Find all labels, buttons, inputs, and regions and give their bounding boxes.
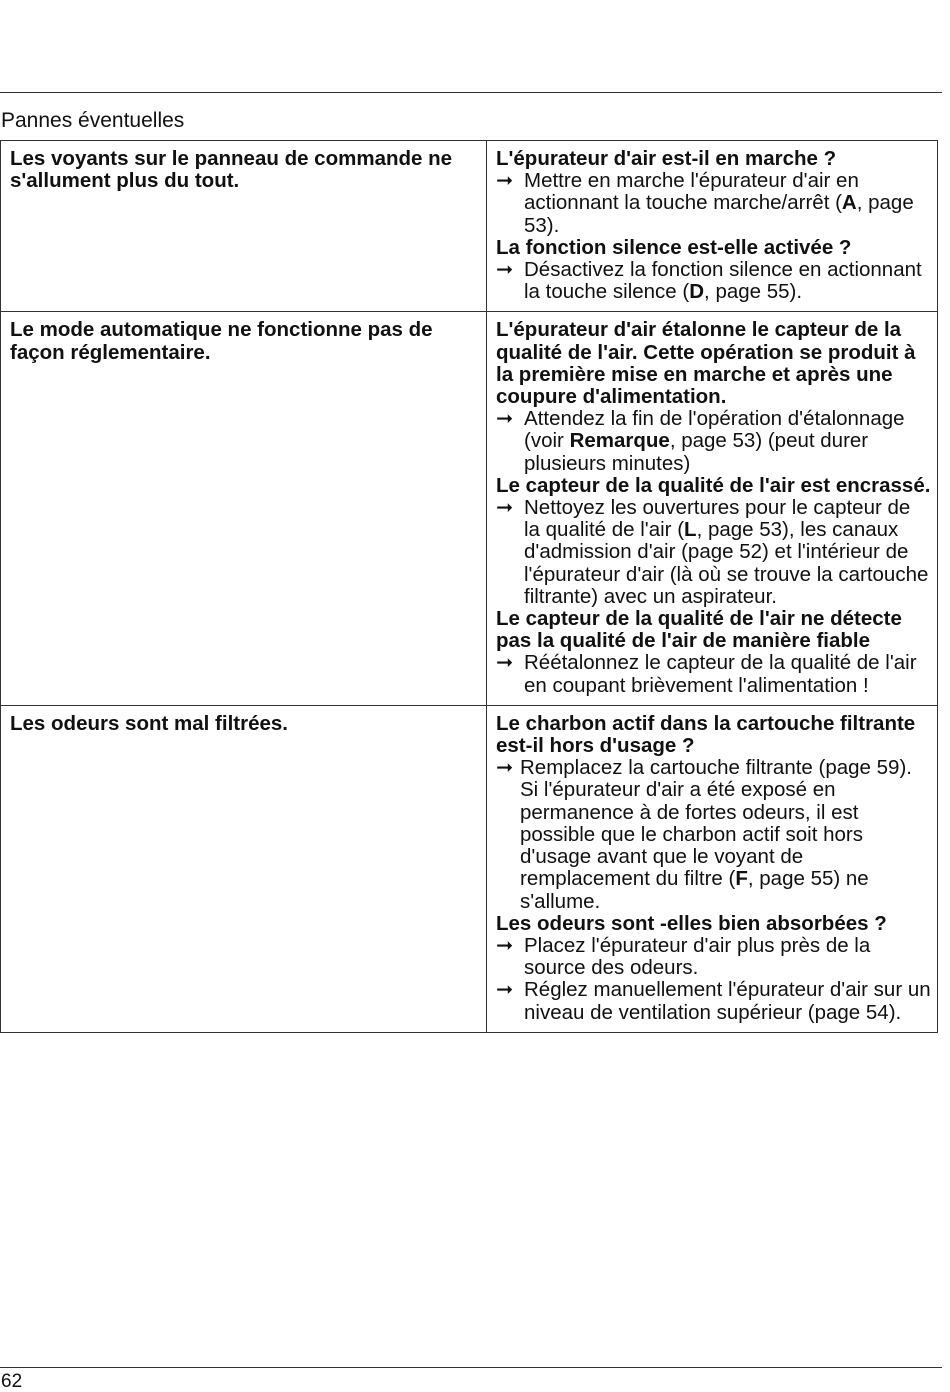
remedy-text: , page 55). bbox=[704, 280, 803, 304]
remedy-step bbox=[496, 979, 931, 1023]
arrow-right-icon: ➞ bbox=[496, 407, 514, 431]
question: Les odeurs sont -elles bien absorbées ? bbox=[496, 911, 887, 935]
remedy-text: , page 55) ne s'allume. bbox=[520, 867, 869, 913]
solution-cell bbox=[487, 705, 938, 1032]
remedy-text: Désactivez la fonction silence en actionnant la touche silence ( bbox=[524, 258, 922, 304]
key-reference: L bbox=[684, 518, 697, 542]
arrow-right-icon: ➞ bbox=[496, 169, 514, 193]
troubleshooting-table bbox=[0, 140, 938, 1033]
question: La fonction silence est-elle activée ? bbox=[496, 235, 852, 259]
top-divider bbox=[0, 92, 942, 93]
remedy-text: , page 53), les canaux d'admission d'air (page 52) et l'intérieur de l'épurateur d'air (là où se trouve la cartouche filtrante) avec un aspirateur. bbox=[524, 518, 929, 608]
remedy-text: , page 53). bbox=[524, 191, 914, 237]
question: L'épurateur d'air étalonne le capteur de la qualité de l'air. Cette opération se produit à la première mise en marche et après une coupure d'alimentation. bbox=[496, 318, 916, 409]
arrow-right-icon: ➞ bbox=[496, 496, 514, 520]
solution-cell bbox=[487, 312, 938, 705]
key-reference: D bbox=[689, 280, 705, 304]
arrow-right-icon: ➞ bbox=[496, 933, 514, 957]
remedy-step bbox=[496, 652, 931, 696]
page-number: 62 bbox=[1, 1371, 23, 1392]
problem-cell: Le mode automatique ne fonctionne pas de façon réglementaire. bbox=[1, 312, 487, 705]
table-row bbox=[1, 141, 938, 312]
question: Le capteur de la qualité de l'air est encrassé. bbox=[496, 473, 931, 497]
remedy-text: , page 53) (peut durer plusieurs minutes) bbox=[524, 429, 869, 475]
problem-cell: Les odeurs sont mal filtrées. bbox=[1, 705, 487, 1032]
question: Le capteur de la qualité de l'air ne détecte pas la qualité de l'air de manière fiable bbox=[496, 607, 902, 653]
remedy-text: Réétalonnez le capteur de la qualité de l'air en coupant brièvement l'alimentation ! bbox=[524, 651, 917, 697]
question: Le charbon actif dans la cartouche filtrante est-il hors d'usage ? bbox=[496, 711, 916, 758]
remedy-step bbox=[496, 935, 931, 979]
arrow-right-icon: ➞ bbox=[496, 978, 514, 1002]
key-reference: F bbox=[735, 867, 748, 891]
remedy-text: Remplacez la cartouche filtrante (page 59). Si l'épurateur d'air a été exposé en permanence à de fortes odeurs, il est possible que le charbon actif soit hors d'usage avant que le voyant de remplacement du filtre ( bbox=[520, 756, 912, 891]
arrow-right-icon: ➞ bbox=[496, 651, 514, 675]
remedy-text: Nettoyez les ouvertures pour le capteur de la qualité de l'air ( bbox=[524, 496, 911, 542]
remedy-text: Placez l'épurateur d'air plus près de la source des odeurs. bbox=[524, 933, 871, 980]
table-row bbox=[1, 705, 938, 1032]
remedy-step bbox=[496, 170, 931, 237]
remedy-text: Réglez manuellement l'épurateur d'air sur un niveau de ventilation supérieur (page 54). bbox=[524, 978, 931, 1024]
key-reference: A bbox=[841, 191, 857, 215]
remedy-text: Mettre en marche l'épurateur d'air en actionnant la touche marche/arrêt ( bbox=[524, 169, 859, 215]
remedy-text: Attendez la fin de l'opération d'étalonnage (voir bbox=[524, 407, 905, 453]
remedy-step bbox=[496, 408, 931, 475]
table-row bbox=[1, 312, 938, 705]
section-title: Pannes éventuelles bbox=[1, 109, 185, 132]
remedy-step bbox=[496, 259, 931, 303]
bottom-divider bbox=[0, 1367, 942, 1368]
key-reference: Remarque bbox=[569, 429, 670, 453]
question: L'épurateur d'air est-il en marche ? bbox=[496, 147, 837, 170]
arrow-right-icon: ➞ bbox=[496, 258, 514, 282]
arrow-right-icon: ➞ bbox=[496, 756, 514, 780]
remedy-step bbox=[496, 497, 931, 608]
solution-cell bbox=[487, 141, 938, 312]
remedy-step bbox=[496, 757, 931, 912]
problem-cell: Les voyants sur le panneau de commande ne s'allument plus du tout. bbox=[1, 141, 487, 312]
